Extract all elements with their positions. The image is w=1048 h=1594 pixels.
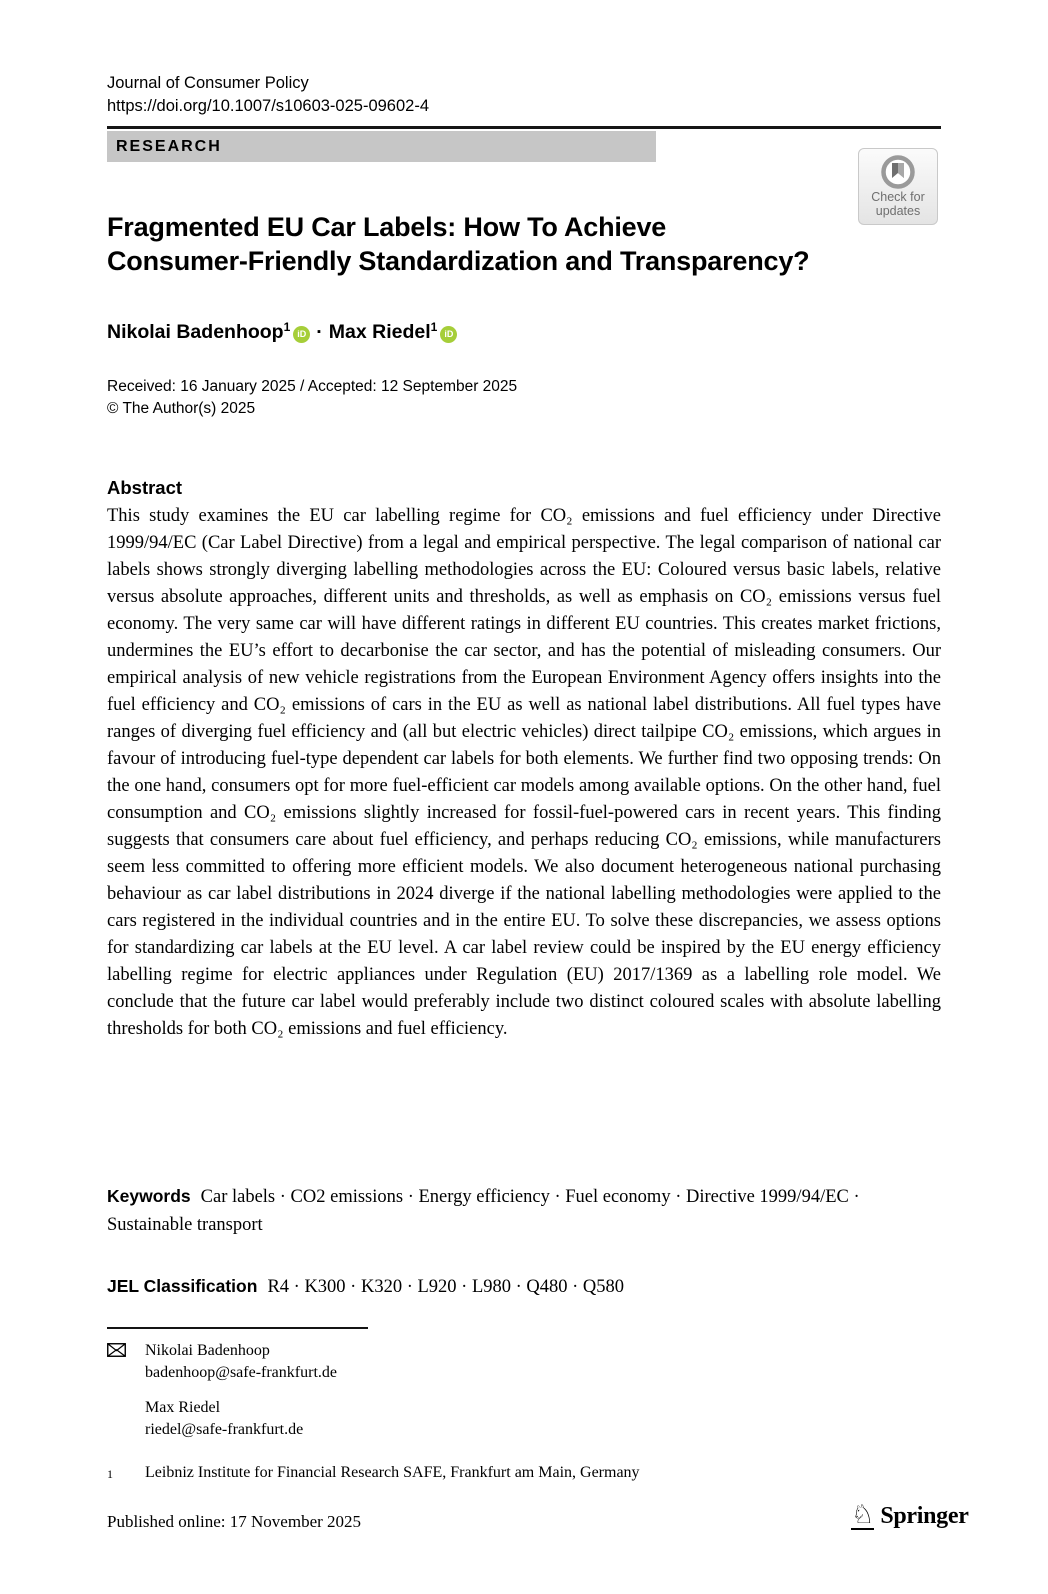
springer-logo (851, 1502, 969, 1530)
title-line-2: Consumer-Friendly Standardization and Transparency? (107, 246, 810, 276)
author-name-2: Max Riedel (328, 321, 431, 343)
springer-horse-icon: ♘ (851, 1500, 875, 1530)
second-author-email: riedel@safe-frankfurt.de (145, 1420, 304, 1438)
author-2-affiliation-mark: 1 (430, 320, 438, 334)
corresponding-author-block (107, 1340, 941, 1383)
check-updates-text-line2: updates (875, 204, 921, 218)
article-dates (107, 376, 517, 420)
orcid-icon[interactable]: iD (440, 326, 457, 343)
affiliation-text: Leibniz Institute for Financial Research SAFE, Frankfurt am Main, Germany (145, 1464, 640, 1481)
keywords-label: Keywords (107, 1186, 191, 1206)
second-author-contact-block (107, 1397, 941, 1440)
header-divider (107, 126, 941, 129)
page-title (107, 210, 941, 278)
article-type-label: RESEARCH (116, 137, 222, 155)
envelope-icon (107, 1340, 145, 1383)
keywords-text: Car labels · CO2 emissions · Energy efficiency · Fuel economy · Directive 1999/94/EC · Sustainable transport (107, 1187, 860, 1235)
jel-label: JEL Classification (107, 1276, 258, 1296)
corresponding-author-email: badenhoop@safe-frankfurt.de (145, 1363, 337, 1381)
crossmark-icon (880, 154, 916, 190)
author-1-affiliation-mark: 1 (283, 320, 291, 334)
journal-name: Journal of Consumer Policy (107, 74, 309, 92)
published-online-line: Published online: 17 November 2025 (107, 1512, 362, 1531)
received-accepted-line: Received: 16 January 2025 / Accepted: 12 September 2025 (107, 378, 518, 395)
footnote-divider (107, 1327, 368, 1329)
orcid-icon[interactable]: iD (293, 326, 310, 343)
article-type-banner (107, 131, 656, 162)
author-line (107, 320, 457, 344)
affiliation-block (107, 1462, 941, 1486)
second-author-name: Max Riedel (145, 1399, 221, 1416)
jel-section (107, 1272, 941, 1301)
springer-wordmark: Springer (880, 1502, 969, 1529)
title-line-1: Fragmented EU Car Labels: How To Achieve (107, 212, 667, 242)
author-name-1: Nikolai Badenhoop (107, 321, 284, 343)
copyright-line: © The Author(s) 2025 (107, 400, 256, 417)
keywords-section (107, 1182, 941, 1239)
abstract-section (107, 477, 941, 1043)
affiliation-mark: 1 (107, 1467, 113, 1481)
doi-link: https://doi.org/10.1007/s10603-025-09602-4 (107, 97, 429, 115)
check-updates-text-line1: Check for (871, 190, 925, 204)
corresponding-author-name: Nikolai Badenhoop (145, 1342, 270, 1359)
jel-codes: R4 · K300 · K320 · L920 · L980 · Q480 · Q580 (267, 1277, 625, 1297)
abstract-text: This study examines the EU car labelling regime for CO₂ emissions and fuel efficiency under Directive 1999/94/EC (Car Label Directive) from a legal and empirical perspective. The legal comparison of national car labels shows strongly diverging labelling methodologies across the EU: Coloured versus basic labels, relative versus absolute approaches, different units and thresholds, as well as emphasis on CO₂ emissions versus fuel economy. The very same car will have different ratings in different EU countries. This creates market frictions, undermines the EU’s effort to decarbonise the car sector, and has the potential of misleading consumers. Our empirical analysis of new vehicle registrations from the European Environment Agency offers insights into the fuel efficiency and CO₂ emissions of cars in the EU as well as national label distributions. All fuel types have ranges of diverging fuel efficiency and (all but electric vehicles) direct tailpipe CO₂ emissions, which argues in favour of introducing fuel-type dependent car labels for both elements. We further find two opposing trends: On the one hand, consumers opt for more fuel-efficient car models among available options. On the other hand, fuel consumption and CO₂ emissions slightly increased for fossil-fuel-powered cars in recent years. This finding suggests that consumers care about fuel efficiency, and perhaps reducing CO₂ emissions, while manufacturers seem less committed to offering more efficient models. We also document heterogeneous national purchasing behaviour as car label distributions in 2024 diverge if the national labelling methodologies were applied to the cars registered in the individual countries and in the entire EU. To solve these discrepancies, we assess options for standardizing car labels at the EU level. A car label review could be inspired by the EU energy efficiency labelling regime for electric appliances under Regulation (EU) 2017/1369 as a labelling role model. We conclude that the future car label would preferably include two distinct coloured scales with absolute labelling thresholds for both CO₂ emissions and fuel efficiency. (107, 506, 941, 1039)
footnotes-section (107, 1340, 941, 1486)
author-separator: · (316, 321, 323, 343)
abstract-heading: Abstract (107, 477, 183, 498)
